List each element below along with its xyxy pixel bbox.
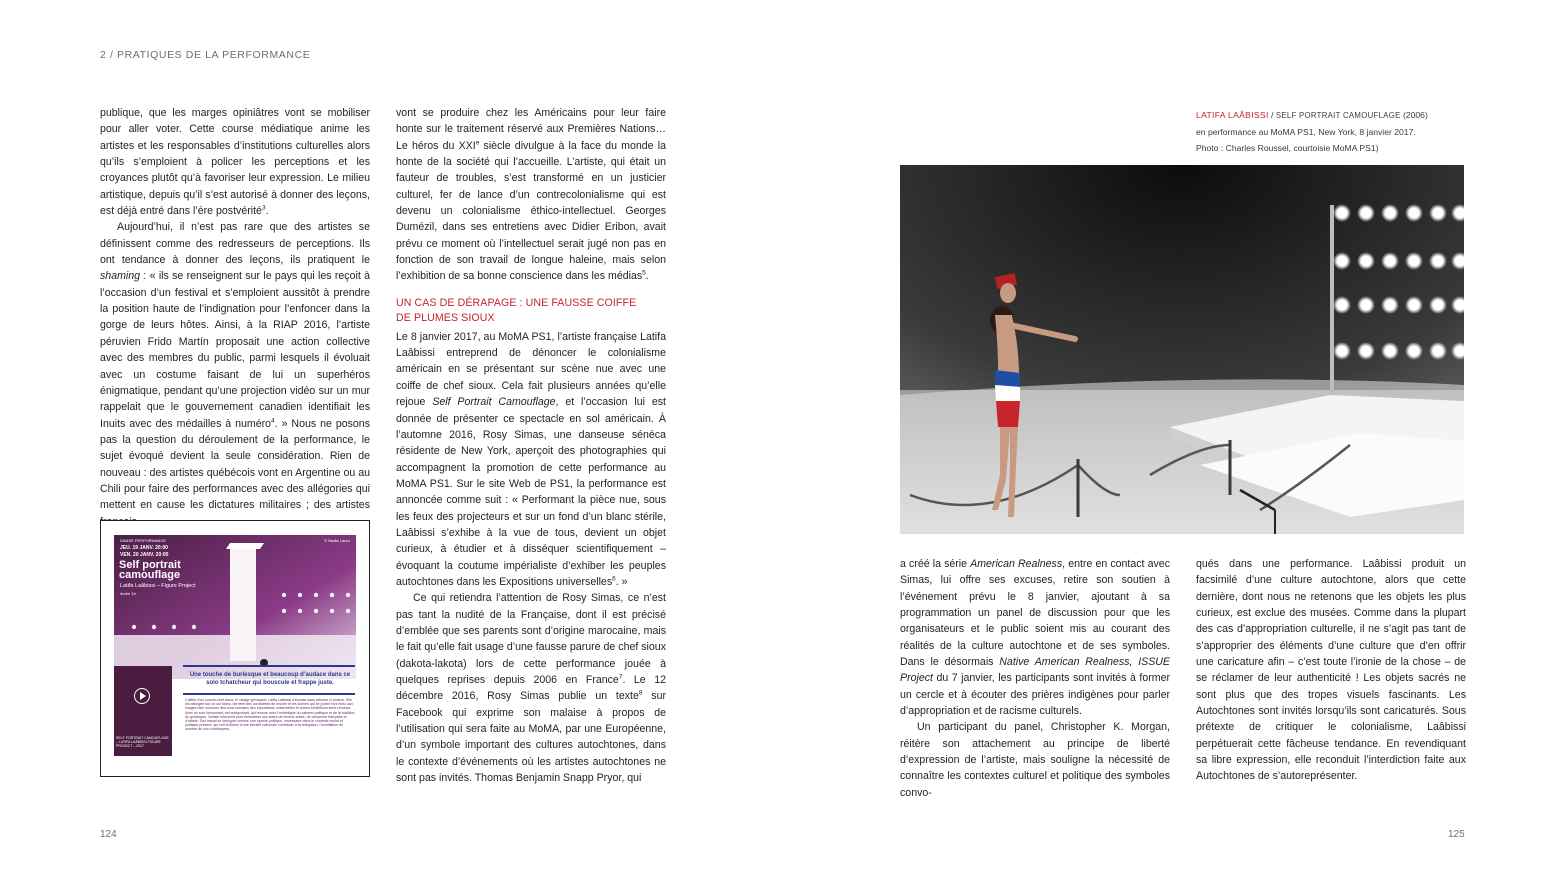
caption-author: LATIFA LAÂBISSI: [1196, 110, 1269, 120]
caption-line: en performance au MoMA PS1, New York, 8 janvier 2017.: [1196, 127, 1416, 137]
section-subhead: UN CAS DE DÉRAPAGE : UNE FAUSSE COIFFE DE PLUMES SIOUX: [396, 296, 637, 325]
paragraph: a créé la série American Realness, entre en contact avec Simas, lui offre ses excuses, retire son soutien à l’événement prévu le 8 janvier, ajoutant à sa programmation un panel de discussion pour que les organisateurs et le public soient mis au courant des réalités de la culture autochtone et de ses symboles. Dans le désormais Native American Realness, ISSUE Project du 7 janvier, les participants sont invités à former un cercle et à écouter des prières indigènes pour parler d’appropriation et de racisme culturels.: [900, 558, 1170, 718]
paragraph: Un participant du panel, Christopher K. Morgan, réitère son attachement au principe de liberté d’expression de l’artiste, mais souligne la nécessité de connaître les contextes culturel et politique des symboles convo-: [900, 721, 1170, 799]
banner-credit: © Nadia Lauro: [324, 538, 350, 543]
text-column-3: [900, 556, 1170, 801]
banner-date-1: JEU. 19 JANV. 20:00: [120, 545, 168, 551]
caption-work: SELF PORTRAIT CAMOUFLAGE: [1275, 111, 1401, 120]
video-thumbnail: [114, 666, 172, 756]
figure-headline: Une touche de burlesque et beaucoup d’audace dans ce solo tchatcheur qui bouscule et frappe juste.: [189, 672, 351, 686]
headline-rule: [183, 665, 355, 667]
banner-title: Self portrait camouflage: [119, 559, 181, 581]
play-triangle-icon: [140, 692, 146, 700]
paragraph: qués dans une performance. Laâbissi produit un facsimilé d’une culture autochtone, alors que cette dernière, dont nous ne retenons que les objets les plus curieux, est exclue des musées. Comme dans la plupart des cas d’appropriation culturelle, il ne s’agit pas tant de s’approprier des éléments d’une culture que d’en offrir une caricature afin – c’est toute l’ironie de la chose – de se réclamer de leur authenticité ! Les objets sacrés ne sont plus que des tropes visuels fascinants. Les Autochtones sont invités lorsqu’ils sont caricaturés. Sous prétexte de critiquer le colonialisme, Laâbissi perpétuerait cette fâcheuse tendance. En revendiquant sa libre expression, elle reconduit l’interdiction faite aux Autochtones de s’autoreprésenter.: [1196, 558, 1466, 783]
paragraph: Le 8 janvier 2017, au MoMA PS1, l’artiste française Latifa Laâbissi entreprend de dénoncer le colonialisme américain en se présentant sur scène nue avec une coiffe de chef sioux. Cela fait plusieurs années qu’elle rejoue Self Portrait Camouflage, et l’occasion lui est donnée de présenter ce spectacle en sol américain. À l’automne 2016, Rosy Simas, une danseuse sénéca résidente de New York, aperçoit des photographies qui accompagnent la promotion de cette performance au MoMA PS1. Sur le site Web de PS1, la performance est annoncée comme suit : « Performant la pièce nue, sous les feux des projecteurs et sur un fond d’un blanc stérile, Laâbissi s’exhibe à la vue de tous, devient un objet curieux, à étudier et à disséquer scientifiquement – évoquant la coutume impérialiste d’exhiber les peuples autochtones dans les Expositions universelles$^6$. »: [396, 330, 666, 588]
performance-photo: [900, 165, 1464, 534]
page-number-right: 125: [1448, 829, 1465, 840]
banner-duration: durée 1h: [120, 591, 136, 596]
headline-rule-bottom: [183, 693, 355, 695]
banner-subtitle: Latifa Laâbissi – Figure Project: [120, 583, 196, 589]
performance-scene: [900, 165, 1464, 534]
video-caption: SELF PORTRAIT CAMOUFLAGE – LATIFA LAÂBISSI FIGURE PROJECT – 2017: [116, 736, 169, 748]
paragraph: vont se produire chez les Américains pour leur faire honte sur le traitement réservé aux Premières Nations… Le héros du XXIe siècle divulgue à la face du monde la honte de la société qui l’accueille. L’artiste, qui était un fauteur de troubles, s’est transformé en un justicier culturel, fer de lance d’un contrecolonialisme qui est devenu un colonialisme éthico-intellectuel. Georges Dumézil, dans ses entretiens avec Didier Eribon, avait prévu ce moment où l’intellectuel serait jugé non pas en fonction de son travail de longue haleine, mais selon l’exhibition de sa bonne conscience dans les médias$^5$.: [396, 107, 666, 283]
running-head: 2 / PRATIQUES DE LA PERFORMANCE: [100, 49, 311, 61]
paragraph: publique, que les marges opiniâtres vont se mobiliser pour aller voter. Cette course médiatique anime les artistes et les responsables d’institutions culturelles alors qu’ils s’emploient à policer les perceptions et les croyances plutôt qu’à favoriser leur expression. Le milieu artistique, depuis qu’il s’est autorisé à donner des leçons, est déjà entré dans l’ère postvérité$^3$.: [100, 107, 370, 218]
text-column-4: [1196, 556, 1466, 785]
figure-body-text: Coiffée d’un couvre-chef sioux, le visage grimaçant, Latifa Laâbissi s’expose sans retenue ni pudeur. Elle est allongée sur un sol blanc, derrière des cordelettes de musée et les scènes qui se jouent font écho aux images bien connues des zoos humains des expositions universelles et autres exhibitions semi-rendues. Avec ce solo foisonnant, cet autoportrait, qui renoue avec l’esthétique du cabaret politique et de la tradition du grotesque, l’artiste intervient pour thématiser son statut de femme arabe, de citoyenne française et d’artiste. Son travail se décrypte comme une riposte politique, nécessaire dans le contexte social et politique présent, qui voit la fiction d’une identité nationale contribuer à la relégation, l’humiliation de nombre de nos concitoyens.: [185, 698, 355, 732]
paragraph: Ce qui retiendra l’attention de Rosy Simas, ce n’est pas tant la nudité de la Française, dont il est précisé d’emblée que ses parents sont d’origine marocaine, mais le fait qu’elle fait usage d’une fausse parure de chef sioux (dakota-lakota) lors de cette performance jouée à quelques reprises depuis 2006 en France$^7$. Le 12 décembre 2016, Rosy Simas publie un texte$^8$ sur Facebook qui exprime son malaise à propos de l’utilisation qui sera faite au MoMA, par une Européenne, d’un symbole important des cultures autochtones, dans le contexte d’événements où les artistes autochtones ne sont pas invités. Thomas Benjamin Snapp Pryor, qui: [396, 592, 667, 785]
text-column-1: [100, 105, 370, 530]
event-banner: [114, 535, 356, 679]
page-number-left: 124: [100, 829, 117, 840]
event-webpage-figure: [100, 520, 370, 777]
photo-caption: LATIFA LAÂBISSI / SELF PORTRAIT CAMOUFLAGE (2006) en performance au MoMA PS1, New York, 8 janvier 2017. Photo : Charles Roussel, courtoisie MoMA PS1): [1196, 107, 1466, 156]
banner-date-2: VEN. 20 JANV. 20:00: [120, 552, 169, 558]
text-column-2: [396, 105, 666, 786]
banner-tags: DANSE PERFORMANCE: [120, 538, 167, 543]
paragraph: Aujourd’hui, il n’est pas rare que des artistes se définissent comme des redresseurs de perceptions. Ils ont tendance à donner des leçons, ils pratiquent le shaming : « ils se renseignent sur le pays qui les reçoit à l’occasion d’un festival et s’emploient aussitôt à prendre la position haute de l’indignation pour l’enfoncer dans la gorge de leurs hôtes. Ainsi, à la RIAP 2016, l’artiste péruvien Frido Martín proposait une action collective avec des membres du public, parmi lesquels il évoluait avec un costume faisant de lui un superhéros énigmatique, pendant qu’une projection vidéo sur un mur rappelait que le gouvernement canadien identifiait les Inuits avec des médailles à numéro$^4$. » Nous ne posons pas la question du déroulement de la performance, le sujet évoqué devient la seule considération. Rien de nouveau : des artistes québécois vont en Argentine ou au Chili pour faire des performances avec des allégories qui mettent en cause les dictatures militaires ; des artistes: [100, 221, 370, 512]
caption-credit: Photo : Charles Roussel, courtoisie MoMA PS1): [1196, 143, 1379, 153]
